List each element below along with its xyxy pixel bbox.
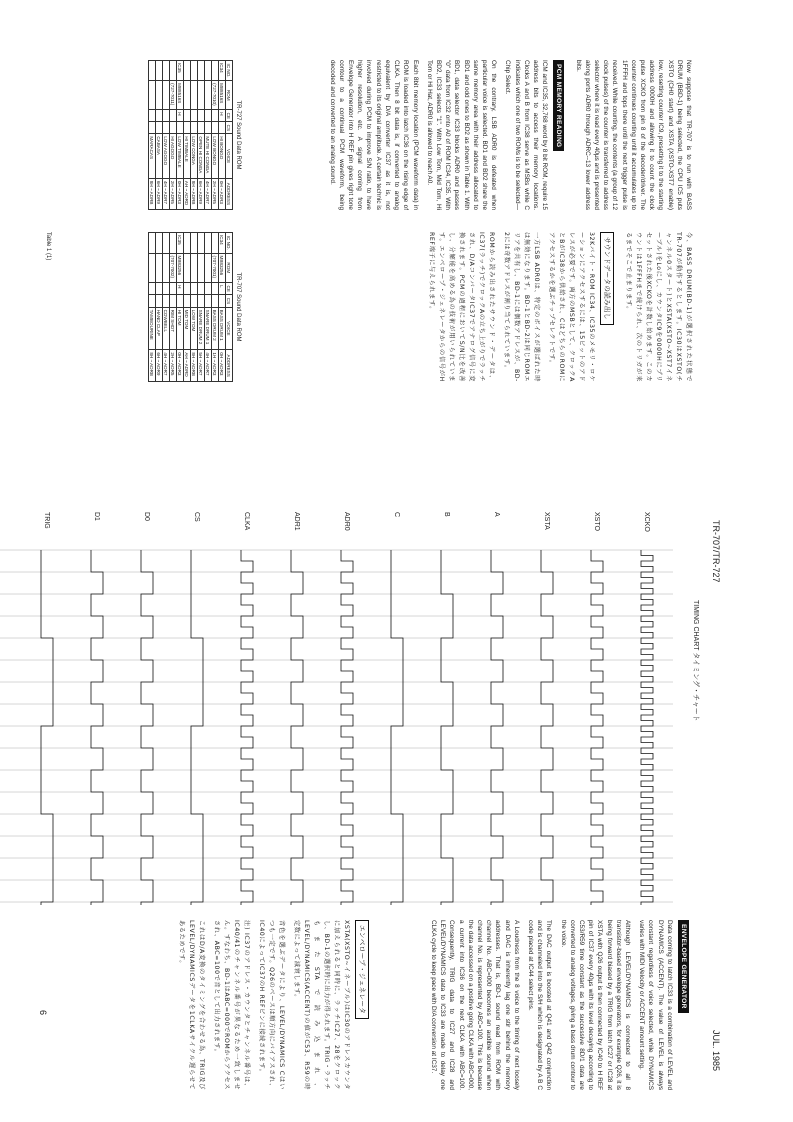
signal-trace [341, 550, 353, 905]
table-cell: AH ~ ADRD [184, 178, 191, 209]
table-cell [198, 295, 205, 307]
table-row [212, 233, 219, 382]
table-cell: LOW BONGO [212, 134, 219, 178]
table-cell [156, 253, 163, 283]
table-cell [212, 283, 219, 295]
jp-paragraph: これはD/A変換のタイミングを合わせる為、TRIG及びLEVEL/DYNAMICSデータを1CLKAサイクル遅らせてあるためです。 [178, 920, 205, 1090]
table-cell: H [177, 110, 184, 122]
table-row [156, 61, 163, 210]
table-cell [198, 233, 205, 254]
table-cell [212, 295, 219, 307]
table-row [212, 61, 219, 210]
table-cell [191, 283, 198, 295]
table-row [170, 233, 177, 382]
table-cell: IC34 [219, 233, 226, 254]
table-header-cell: ROM [226, 253, 233, 283]
table-header-cell: CE [226, 110, 233, 122]
signal-trace [641, 550, 653, 905]
signal-trace [191, 550, 203, 905]
table-row [163, 233, 170, 382]
table-cell: 0H ~ ADR3 [177, 350, 184, 382]
signal-label: C [393, 512, 400, 518]
table-header-cell: IC NO. [226, 233, 233, 254]
table-row [149, 233, 156, 382]
table-cell: IC35 [177, 61, 184, 81]
table-cell: OPEN HI CONGA [198, 134, 205, 178]
table-row [170, 61, 177, 210]
intro-paragraph: Now suppose that TR-707 is to run with BASS DRUM (BBD-1) being selected, the CPU IC5 puts XSTO (CH0 start) and XSTA (XSTO-XST7 enable) low, resetting counter IC9, presetting it to the starting address 0000H and allowing it to count the clock pulse XCKO from pin 8 of the decoder/driver. The counter continues counting until it accumulates up to 1FFFH and tops there until the next trigger pulse is received. While counting, the contents (a group of 12 clock pulses) of the counter is transferred to address selector where it is read every 40μs and is presented along ports ADR0 through ADRC--13 lower address bits. [574, 60, 692, 210]
table-cell [156, 283, 163, 295]
table-cell [191, 295, 198, 307]
table-header-cell: VOICE [226, 307, 233, 350]
table-cell: CABASA [156, 134, 163, 178]
table-cell [149, 61, 156, 81]
table-cell: LOW TIMBALE [177, 134, 184, 178]
table-title: TR-727 Sound Data ROM [235, 100, 241, 170]
signal-trace [591, 550, 603, 905]
table-cell [205, 253, 212, 283]
timing-chart [0, 510, 693, 910]
jp-paragraph: ROMから読み出されたサウンド・データは、IC37(ラッチ)でクロックAの立ち上がりでラッチされ、D/AコンバータIC37でアナログ信号に変換されます。PCMの過程においてS/N比を改善し、分解能を高める為の技術が用いられています。エンベロープ・ジェネレータからの信号がH REF端子に与えられます。 [428, 232, 495, 382]
table-cell [170, 283, 177, 295]
jp-paragraph: 32Kバイト・ROM IC34、IC35のメモリ・ロケーションにアクセスするには、15ビットのアドレスが必要です。両方のMSBとして、クロックAとBがIC38から供給され、CはどちらのROMにアクセスするかを選ぶチップセレクトです。 [548, 232, 595, 382]
table-cell: HI TIMBALE [184, 134, 191, 178]
table-cell [170, 61, 177, 81]
table-cell [184, 283, 191, 295]
table-cell: LOW AGOGO [163, 134, 170, 178]
table-row [191, 61, 198, 210]
table-707-sound-rom [148, 232, 241, 382]
table-cell [198, 283, 205, 295]
table-cell [219, 295, 226, 307]
table-cell [205, 283, 212, 295]
table-cell: 2H ~ ADR5 [170, 178, 177, 209]
table-cell: 1H ~ ADR3 [212, 350, 219, 382]
table-cell [212, 61, 219, 81]
table-row [219, 233, 226, 382]
table-row [219, 61, 226, 210]
column-english-2 [424, 920, 693, 1090]
signal-trace [41, 550, 53, 905]
table-cell [149, 295, 156, 307]
jp-paragraph: 一方LSB ADR0は、特定のボイスが選ばれた時は無効になります。BD-1とBD-2は同じROMエリアを共有し、BD-1には偶数アドレスが、BD-2には奇数アドレスが割り当てられています。 [503, 232, 540, 382]
column-english-1 [322, 60, 693, 210]
table-cell [177, 122, 184, 134]
timing-chart-title: TIMING CHART タイミング・チャート [692, 600, 699, 722]
table-cell: MB83256 [177, 253, 184, 283]
table-cell: 2H ~ ADR5 [212, 178, 219, 209]
paragraph: ICM and IC35, 32,768 word by 8 bit ROM, require 15 address bits to access their memory locations. Clocks A and B from IC38 serve as MSBs while C indicates which one of two ROMs is to be selected—Chip Select. [504, 60, 549, 210]
table-cell: AH ~ ADRD [184, 350, 191, 382]
section-heading-envelope: ENVELOPE GENERATOR [678, 920, 689, 1013]
rom-table [148, 232, 233, 382]
table-cell: 4H ~ ADR7 [163, 350, 170, 382]
table-cell [212, 233, 219, 254]
signal-label: ADR0 [343, 512, 350, 531]
table-cell [198, 253, 205, 283]
table-row [184, 233, 191, 382]
column-japanese-1 [421, 232, 693, 382]
signal-label: CLKA [243, 512, 250, 531]
table-header-cell: ROM [226, 81, 233, 110]
signal-label: D1 [93, 512, 100, 521]
table-cell: MARACAS [149, 134, 156, 178]
table-cell [184, 233, 191, 254]
section-heading-pcm-memory: PCM MEMORY READING [553, 60, 564, 151]
table-cell: 8H ~ ADRB [191, 350, 198, 382]
table-row [177, 61, 184, 210]
table-header-cell: IC NO. [226, 61, 233, 81]
table-cell: MB8516S [219, 81, 226, 110]
table-cell: MB8516S [177, 81, 184, 110]
table-row [184, 61, 191, 210]
jp-paragraph: 音色を選ぶデータにより、LEVEL/DYNAMICS Cはいつも一定です。Q26のベースは順方向にバイアスされ、IC40によってIC37のH REFピンに接続されます。 [258, 920, 285, 1090]
table-cell [149, 81, 156, 110]
table-header-cell: VOICE [226, 134, 233, 178]
table-cell [198, 110, 205, 122]
table-header-cell: CS [226, 295, 233, 307]
signal-label: B [443, 512, 450, 517]
table-cell: TAMBOURINE [149, 307, 156, 350]
table-cell [163, 61, 170, 81]
table-cell: L [219, 283, 226, 295]
signal-trace [291, 550, 303, 905]
table-cell: 8H ~ ADRB [149, 178, 156, 209]
table-cell: (727-7010) [212, 81, 219, 110]
table-cell: 0H ~ ADR3 [219, 178, 226, 209]
table-row [198, 61, 205, 210]
table-row [205, 233, 212, 382]
paragraph: A Loudness from the 8 voice to the timing of next loosely and DAC is inherently lag one stir behind the memory addresses. That is, BD-1 sound read from ROM with channel No. ABC=000 becomes an audible sound when channel No. is represented by ABC=100. This is because the data accessed on a positive going CLKA with ABC=000, a current into IC36 on the next CLKA with ABC=100. Consequently, TRIG data to IC27 and IC28 and LEVEL/DYNAMICS data to IC33 are made to delay one CLKA cycle to keep pace with D/A conversion at IC37. [429, 920, 520, 1090]
column-japanese-2 [171, 920, 373, 1090]
table-cell [198, 81, 205, 110]
table-cell [156, 295, 163, 307]
table-cell [156, 122, 163, 134]
signal-trace [391, 550, 403, 905]
table-cell [212, 110, 219, 122]
table-cell: MID TOM [184, 307, 191, 350]
table-cell [149, 233, 156, 254]
table-header-cell: CE [226, 283, 233, 295]
table-cell [191, 110, 198, 122]
table-cell: (727-7011) [170, 81, 177, 110]
table-cell [212, 122, 219, 134]
signal-label: D0 [143, 512, 150, 521]
signal-label: XSTO [593, 512, 600, 531]
section-heading-envelope-jp: エンベロープ・ジェネレータ [355, 920, 369, 1019]
table-cell: 8H ~ ADRB [191, 178, 198, 209]
signal-label: CS [193, 512, 200, 522]
table-row [149, 61, 156, 210]
table-cell: 6H ~ ADR9 [198, 178, 205, 209]
table-cell: 5H ~ ADR7 [198, 350, 205, 382]
table-cell: MUTE HI CONGA [205, 134, 212, 178]
table-cell: 8H ~ ADRB [149, 350, 156, 382]
table-cell [163, 295, 170, 307]
table-cell [163, 122, 170, 134]
signal-trace [141, 550, 153, 905]
table-cell: MB83256 [219, 253, 226, 283]
table-cell [205, 81, 212, 110]
table-cell [184, 81, 191, 110]
table-cell: COWBELL [163, 307, 170, 350]
header-title: TR-707/TR-727 [711, 520, 721, 583]
table-cell: 6H ~ ADR9 [156, 350, 163, 382]
table-header-cell: ADDRESS [226, 178, 233, 209]
table-cell: HAND CLAP [156, 307, 163, 350]
table-cell: RIM SHOT [170, 307, 177, 350]
table-row [198, 233, 205, 382]
table-row [191, 233, 198, 382]
table-cell [191, 122, 198, 134]
header-date: JUL. 1985 [711, 1030, 721, 1072]
signal-trace [491, 550, 503, 905]
table-cell: 6H ~ ADR9 [156, 178, 163, 209]
table-cell: SNARE DRUM 1 [205, 307, 212, 350]
table-cell [149, 253, 156, 283]
table-cell: 4H ~ ADR7 [205, 178, 212, 209]
table-cell [191, 61, 198, 81]
table-title: TR-707 Sound Data ROM [235, 272, 241, 342]
table-cell [170, 233, 177, 254]
table-cell: (707-7001) [212, 253, 219, 283]
table-cell: SNARE DRUM 2 [198, 307, 205, 350]
table-cell: LOW CONGA [191, 134, 198, 178]
jp-paragraph: 今、BASS DRUM(BD-1)が選択された状態でTR-707が動作するとします。IC30はXSTO(チャンネル0スタート)とXSTA(XSTO~XST7イネーブル)をLoにし、カウンタIC9を0000Hにプリセットされた後XCKOを計数し始めます。このカウントは1FFFHまで続けられ、次のトリガが来るまでそこで止まります。 [625, 232, 692, 382]
table-row [156, 233, 163, 382]
table-cell [149, 283, 156, 295]
table-row [205, 61, 212, 210]
table-cell [198, 61, 205, 81]
table-cell: HI BONGO [219, 134, 226, 178]
table-cell [205, 110, 212, 122]
table-cell: H [219, 110, 226, 122]
signal-label: A [493, 512, 500, 517]
jp-paragraph: XSTA(XSTO~イネーブル)はIC30のアドレスカウンタに加えられると同時に、ラッチIC27、28をクロックし、BD-1の選択時に出力が得られます。TRIG・ラッチもまたSTAで読み込まれ、LEVEL/DYNAMICS(ACCENT)の値がC53、R59の時定数によって減衰します。 [293, 920, 350, 1090]
paragraph: On the contrary, LSB ADR0 is defeated when particular voice is selected. BD1 and BD2 share the same memory area with their address allocated to BD1 and odd ones to BD2 as shown in Table 1. With BD1, data selector IC33 blocks ADR0 and passes "0" data from IC32 onto A0 of ROM IC34, IC35. With BD2, IC33 selects "1". With Low Tom, Mid Tom, Hi Tom or Hi Hat, ADR0 is allowed to reach A0. [425, 60, 498, 210]
table-cell: H [177, 283, 184, 295]
signal-trace [91, 550, 103, 905]
table-header-cell: CS [226, 122, 233, 134]
table-cell [198, 122, 205, 134]
table-cell [163, 81, 170, 110]
table-cell [177, 295, 184, 307]
table-cell: 4H ~ ADR7 [163, 178, 170, 209]
table-cell: (707-7002) [170, 253, 177, 283]
signal-label: XSTA [543, 512, 550, 530]
signal-trace [441, 550, 453, 905]
table-cell [163, 233, 170, 254]
paragraph: Although LEVEL/DYNAMICS is connected to all 8 transistor-based envelope generators, for example Q26, it is being forward biased by a TRIG from latch IC27 or IC28 at XSTA with Q26 output is then connected by IC40 to H REF pin of IC37 every 40μs with its level decaying according to C53/R59 time constant as the successive 8D/1 data are converted to analog voltages, giving a bass drum contour to the voice. [559, 920, 631, 1090]
table-cell: 0H ~ ADR3 [177, 178, 184, 209]
table-cell: IC34 [219, 61, 226, 81]
rom-table [148, 60, 233, 210]
table-cell [191, 233, 198, 254]
table-cell [156, 81, 163, 110]
table-cell: IC35 [177, 233, 184, 254]
table-caption: Table 1 (1) [45, 232, 51, 261]
table-header-cell: ADDRESS [226, 350, 233, 382]
signal-trace [541, 550, 553, 905]
table-cell [156, 233, 163, 254]
signal-label: XCKO [643, 512, 650, 532]
table-cell: BASS DRUM 2 [212, 307, 219, 350]
table-row [163, 61, 170, 210]
table-cell [184, 122, 191, 134]
table-cell [163, 283, 170, 295]
table-cell [170, 122, 177, 134]
table-cell [191, 81, 198, 110]
table-row [177, 233, 184, 382]
table-cell: 0H ~ ADR3 [219, 350, 226, 382]
table-727-sound-rom [148, 60, 241, 210]
table-cell: 2H ~ ADR5 [170, 350, 177, 382]
section-heading-sound-data: サウンドデータの読み出し [600, 232, 614, 325]
table-cell [191, 253, 198, 283]
table-cell [205, 61, 212, 81]
table-cell [170, 295, 177, 307]
table-cell [219, 122, 226, 134]
table-cell: 4H ~ ADR7 [205, 350, 212, 382]
page-number: 6 [38, 1010, 48, 1016]
table-cell: HI TOM [177, 307, 184, 350]
jp-paragraph: 注) IC37のアドレス・カウンタとチャンネル番号は、IC40/41のチャンネル番号が異なるため一致しません。すなわち、BD-1はABC=000でROMからアクセスされ、ABC=100で音として出力されます。 [213, 920, 250, 1090]
table-cell [205, 122, 212, 134]
signal-label: ADR1 [293, 512, 300, 531]
table-cell: LOW TOM [191, 307, 198, 350]
table-cell [163, 253, 170, 283]
table-cell [149, 110, 156, 122]
table-cell: BASS DRUM 1 [219, 307, 226, 350]
table-cell [163, 110, 170, 122]
table-cell [184, 295, 191, 307]
table-cell [184, 61, 191, 81]
table-cell [149, 122, 156, 134]
table-cell: HI AGOGO [170, 134, 177, 178]
table-cell [170, 110, 177, 122]
table-cell [205, 233, 212, 254]
signal-trace [241, 550, 253, 905]
table-cell [156, 110, 163, 122]
paragraph: The DAC output is boosted at Q41 and Q42 conjunction and is channeled into the S/H which is designated by A B C code placed at IC44 select pins. [526, 920, 553, 1090]
table-cell [156, 61, 163, 81]
table-cell [184, 253, 191, 283]
table-cell [205, 295, 212, 307]
paragraph: Data coming to latch IC33 is a combination of LEVEL and DYNAMICS (ACCENT). The value of LEVEL is always constant regardless of voice selected, while DYNAMICS varies with MIDI Velocity or ACCENT amount setting. [638, 920, 673, 1090]
paragraph: Each 8bit memory location (PCM waveform data) in ROM is loaded into latch IC36 on the rising edge of CLKA. Then 8 bit data is, if converted to analog equivalent by D/A converter IC37 as it is, not restricted to its original amplitude. A certain technic is involved during PCM to improve S/N ratio, to have higher resolution, etc. A signal coming from Envelope Generator into H REF pin gives right tone contour to a continual PCM waveform, being decoded and converted to an analog sound. [328, 60, 419, 210]
signal-label: TRIG [43, 512, 50, 529]
table-cell [184, 110, 191, 122]
